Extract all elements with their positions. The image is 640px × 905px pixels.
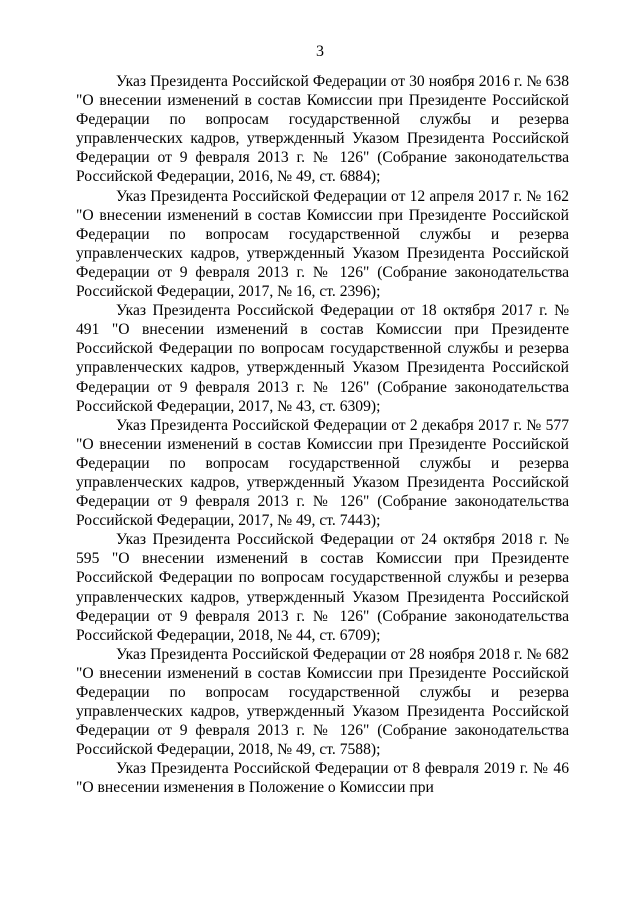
decree-paragraph-6: Указ Президента Российской Федерации от 28 ноября 2018 г. № 682 "О внесении изменений в состав Комиссии при Президенте Российской Федерации по вопросам государственной службы и резерва управленческих кадров, утвержденный Указом Президента Российской Федерации от 9 февраля 2013 г. № 126" (Собрание законодательства Российской Федерации, 2018, № 49, ст. 7588); [76, 645, 569, 759]
decree-paragraph-2: Указ Президента Российской Федерации от 12 апреля 2017 г. № 162 "О внесении изменений в состав Комиссии при Президенте Российской Федерации по вопросам государственной службы и резерва управленческих кадров, утвержденный Указом Президента Российской Федерации от 9 февраля 2013 г. № 126" (Собрание законодательства Российской Федерации, 2017, № 16, ст. 2396); [76, 187, 569, 301]
decree-paragraph-5: Указ Президента Российской Федерации от 24 октября 2018 г. № 595 "О внесении изменений в состав Комиссии при Президенте Российской Федерации по вопросам государственной службы и резерва управленческих кадров, утвержденный Указом Президента Российской Федерации от 9 февраля 2013 г. № 126" (Собрание законодательства Российской Федерации, 2018, № 44, ст. 6709); [76, 531, 569, 644]
decree-paragraph-7: Указ Президента Российской Федерации от 8 февраля 2019 г. № 46 "О внесении изменения в Положение о Комиссии при [76, 760, 569, 797]
decree-paragraph-1: Указ Президента Российской Федерации от 30 ноября 2016 г. № 638 "О внесении изменений в состав Комиссии при Президенте Российской Федерации по вопросам государственной службы и резерва управленческих кадров, утвержденный Указом Президента Российской Федерации от 9 февраля 2013 г. № 126" (Собрание законодательства Российской Федерации, 2016, № 49, ст. 6884); [76, 73, 569, 186]
document-body [76, 72, 569, 798]
decree-paragraph-3: Указ Президента Российской Федерации от 18 октября 2017 г. № 491 "О внесении изменений в состав Комиссии при Президенте Российской Федерации по вопросам государственной службы и резерва управленческих кадров, утвержденный Указом Президента Российской Федерации от 9 февраля 2013 г. № 126" (Собрание законодательства Российской Федерации, 2017, № 43, ст. 6309); [76, 302, 569, 415]
decree-paragraph-4: Указ Президента Российской Федерации от 2 декабря 2017 г. № 577 "О внесении изменений в состав Комиссии при Президенте Российской Федерации по вопросам государственной службы и резерва управленческих кадров, утвержденный Указом Президента Российской Федерации от 9 февраля 2013 г. № 126" (Собрание законодательства Российской Федерации, 2017, № 49, ст. 7443); [76, 416, 569, 530]
page-number: 3 [316, 43, 324, 60]
